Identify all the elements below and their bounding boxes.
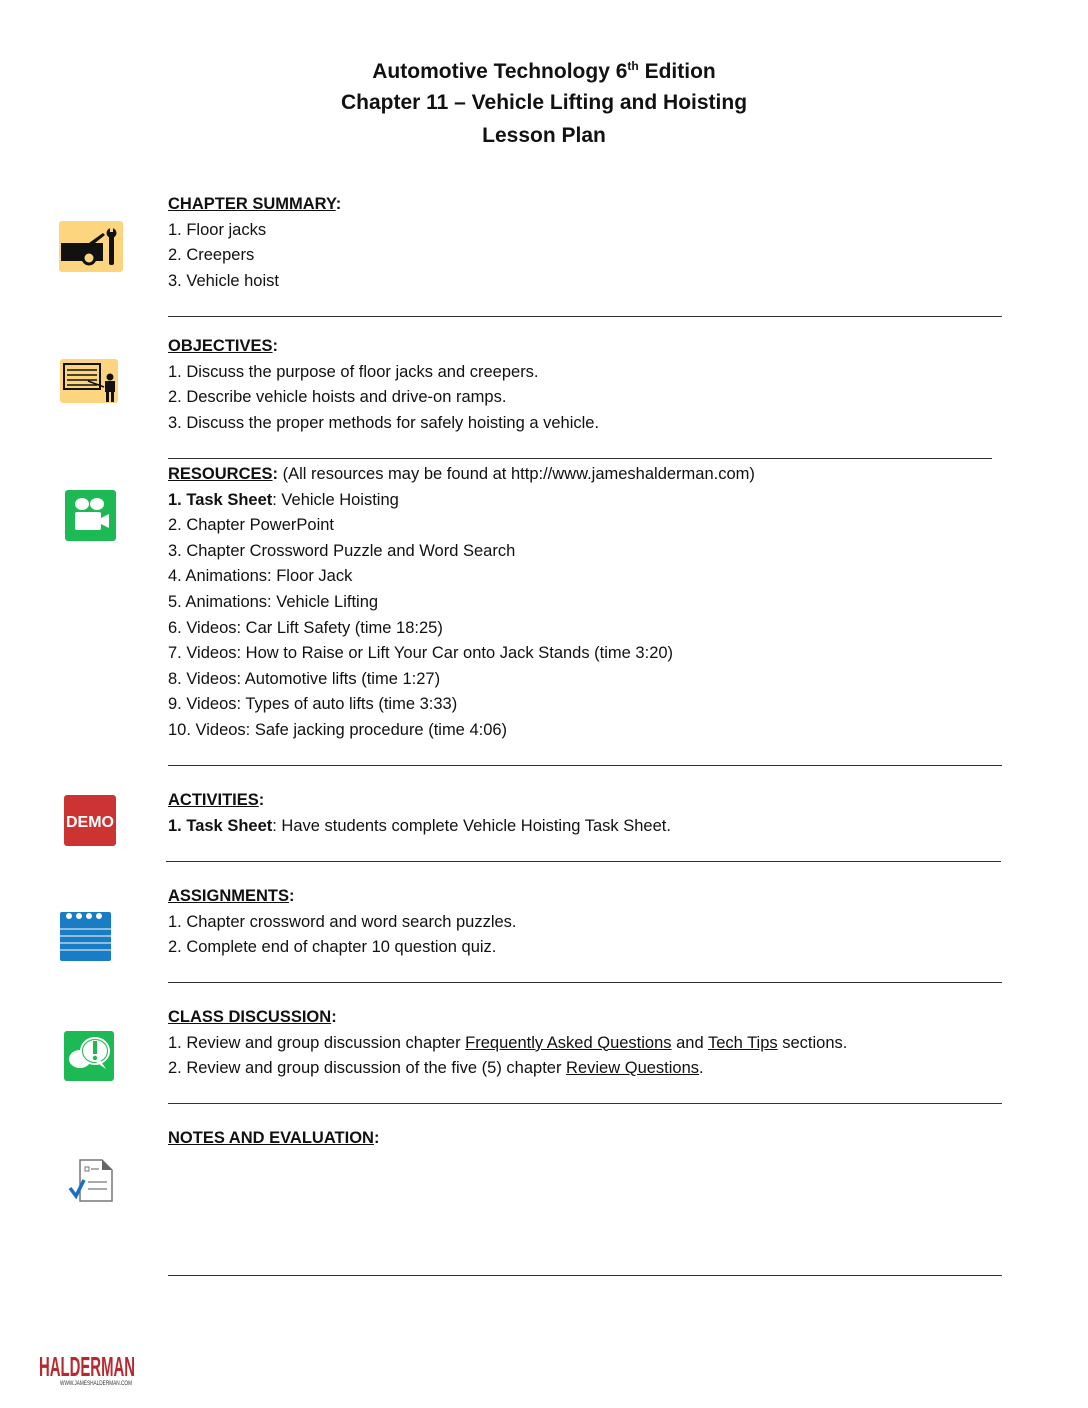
list-item: 1. Floor jacks — [168, 220, 267, 239]
list-item: 1. Chapter crossword and word search puzzles. — [168, 912, 517, 931]
title-line-3: Lesson Plan — [482, 124, 606, 147]
section-heading: ASSIGNMENTS: — [168, 887, 295, 905]
resources-section — [168, 462, 755, 744]
demo-icon — [64, 795, 116, 846]
faq-link[interactable]: Frequently Asked Questions — [465, 1033, 672, 1052]
section-heading: RESOURCES: (All resources may be found at http://www.jameshalderman.com) — [168, 465, 755, 483]
list-item: 3. Chapter Crossword Puzzle and Word Search — [168, 541, 516, 560]
list-item: 3. Vehicle hoist — [168, 271, 279, 290]
list-item: 9. Videos: Types of auto lifts (time 3:33) — [168, 695, 458, 714]
tech-tips-link[interactable]: Tech Tips — [707, 1033, 778, 1052]
teacher-presentation-icon — [60, 359, 118, 403]
list-item: 7. Videos: How to Raise or Lift Your Car onto Jack Stands (time 3:20) — [168, 644, 674, 663]
activities-section — [168, 788, 671, 839]
divider — [168, 982, 1002, 983]
section-heading: CHAPTER SUMMARY: — [168, 195, 342, 213]
list-item: 3. Discuss the proper methods for safely hoisting a vehicle. — [168, 413, 600, 432]
svg-text:HALDERMAN: HALDERMAN — [39, 1351, 135, 1382]
divider — [168, 458, 992, 459]
divider — [168, 1275, 1002, 1276]
list-item: 5. Animations: Vehicle Lifting — [168, 592, 379, 611]
list-item: 4. Animations: Floor Jack — [168, 567, 353, 586]
list-item: 2. Review and group discussion of the five (5) chapter Review Questions. — [168, 1059, 704, 1078]
notes-section — [168, 1126, 379, 1152]
discussion-bubbles-icon — [64, 1031, 114, 1081]
list-item: 1. Review and group discussion chapter Frequently Asked Questions and Tech Tips sections. — [168, 1033, 848, 1052]
checklist-document-icon — [68, 1158, 114, 1204]
title-line-2: Chapter 11 – Vehicle Lifting and Hoisting — [340, 91, 748, 114]
chapter-summary-section — [168, 192, 341, 294]
title-line-1: Automotive Technology 6th Edition — [372, 59, 716, 83]
list-item: 8. Videos: Automotive lifts (time 1:27) — [168, 669, 441, 688]
list-item: 2. Chapter PowerPoint — [168, 516, 335, 535]
list-item: 1. Discuss the purpose of floor jacks and creepers. — [168, 362, 539, 381]
section-heading: ACTIVITIES: — [168, 791, 265, 809]
svg-text:DEMO: DEMO — [66, 814, 114, 831]
class-discussion-section — [168, 1005, 847, 1082]
section-heading: NOTES AND EVALUATION: — [168, 1129, 380, 1147]
video-camera-icon — [65, 490, 116, 541]
assignments-section — [168, 884, 517, 961]
divider — [168, 765, 1002, 766]
list-item: 1. Task Sheet: Have students complete Vehicle Hoisting Task Sheet. — [168, 816, 671, 835]
divider — [168, 1103, 1002, 1104]
divider — [168, 316, 1002, 317]
objectives-section — [168, 334, 599, 436]
list-item: 10. Videos: Safe jacking procedure (time 4:06) — [168, 720, 508, 739]
list-item: 2. Creepers — [168, 246, 255, 265]
section-heading: OBJECTIVES: — [168, 337, 279, 355]
list-item: 2. Complete end of chapter 10 question quiz. — [168, 938, 497, 957]
list-item: 6. Videos: Car Lift Safety (time 18:25) — [168, 618, 443, 637]
section-heading: CLASS DISCUSSION: — [168, 1008, 337, 1026]
car-repair-icon — [59, 221, 123, 272]
review-questions-link[interactable]: Review Questions — [566, 1059, 700, 1078]
list-item: 2. Describe vehicle hoists and drive-on ramps. — [168, 388, 507, 407]
list-item: 1. Task Sheet: Vehicle Hoisting — [168, 490, 399, 509]
svg-text:WWW.JAMESHALDERMAN.COM: WWW.JAMESHALDERMAN.COM — [60, 1381, 132, 1387]
notepad-icon — [60, 910, 111, 961]
divider — [166, 861, 1001, 862]
halderman-logo — [38, 1348, 136, 1393]
